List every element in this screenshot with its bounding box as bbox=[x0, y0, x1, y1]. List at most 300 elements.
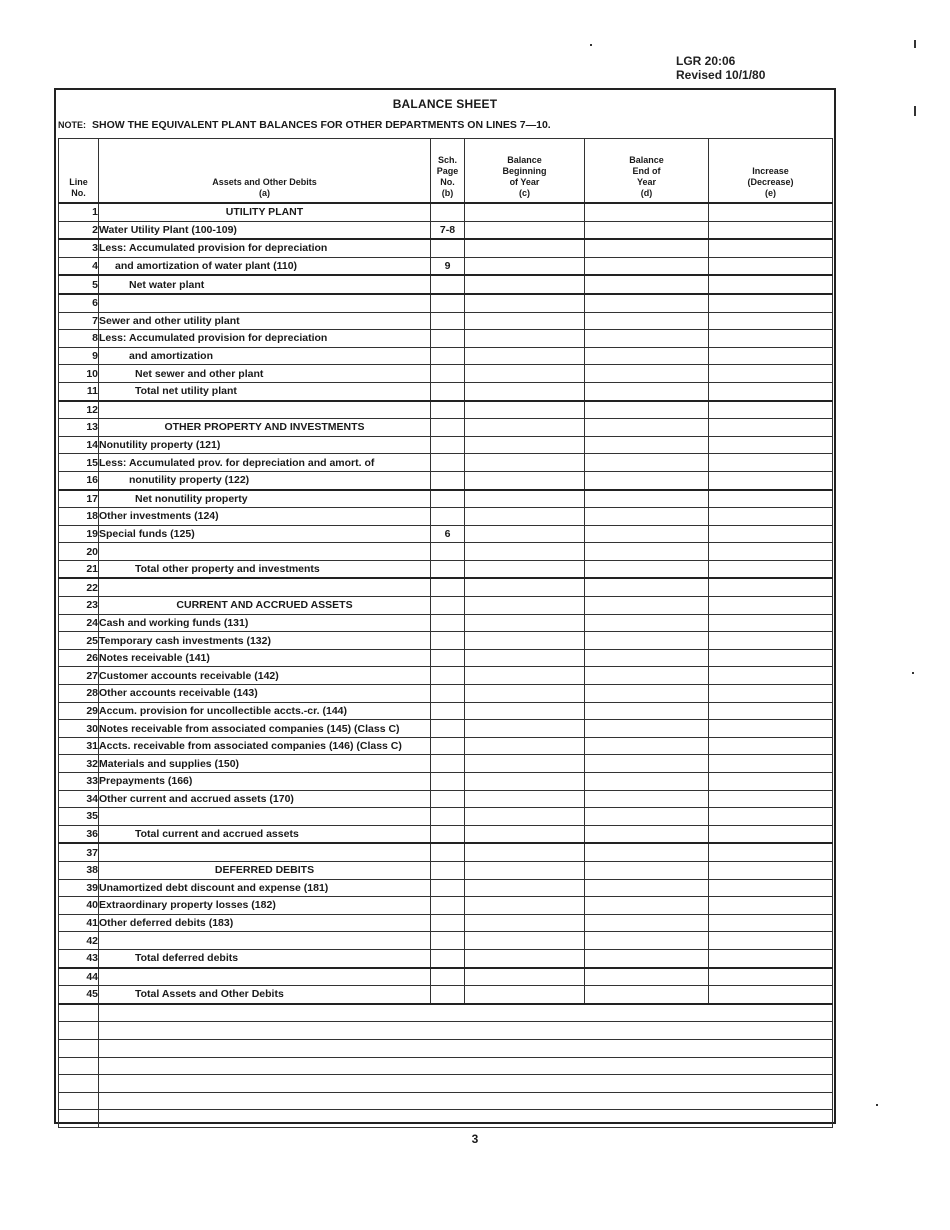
header-line: Balance bbox=[507, 155, 542, 165]
balance-beginning-cell[interactable] bbox=[465, 257, 585, 275]
balance-beginning-cell[interactable] bbox=[465, 932, 585, 950]
blank-line-number bbox=[59, 1110, 99, 1128]
schedule-page-cell bbox=[431, 239, 465, 257]
schedule-page-cell bbox=[431, 773, 465, 791]
table-row bbox=[59, 597, 833, 615]
blank-entry-line[interactable] bbox=[99, 1092, 833, 1110]
table-row bbox=[59, 932, 833, 950]
balance-beginning-cell[interactable] bbox=[465, 294, 585, 312]
increase-decrease-cell[interactable] bbox=[709, 508, 833, 526]
blank-line-number bbox=[59, 1039, 99, 1057]
increase-decrease-cell[interactable] bbox=[709, 737, 833, 755]
balance-end-cell[interactable] bbox=[585, 968, 709, 986]
balance-end-cell[interactable] bbox=[585, 471, 709, 489]
balance-end-cell[interactable] bbox=[585, 365, 709, 383]
line-number: 20 bbox=[59, 543, 99, 561]
header-line: Sch. bbox=[437, 155, 457, 165]
table-row bbox=[59, 490, 833, 508]
schedule-page-cell bbox=[431, 949, 465, 967]
row-description bbox=[99, 968, 431, 986]
balance-end-cell[interactable] bbox=[585, 755, 709, 773]
increase-decrease-cell[interactable] bbox=[709, 454, 833, 472]
row-description: Accts. receivable from associated companies (146) (Class C) bbox=[99, 737, 431, 755]
balance-beginning-cell[interactable] bbox=[465, 330, 585, 348]
increase-decrease-cell[interactable] bbox=[709, 720, 833, 738]
line-number: 28 bbox=[59, 685, 99, 703]
increase-decrease-cell[interactable] bbox=[709, 632, 833, 650]
line-number: 13 bbox=[59, 419, 99, 437]
line-number: 6 bbox=[59, 294, 99, 312]
schedule-page-cell bbox=[431, 986, 465, 1004]
row-description: Net water plant bbox=[99, 275, 431, 294]
schedule-page-cell bbox=[431, 508, 465, 526]
column-header-row bbox=[59, 139, 833, 204]
row-description: Materials and supplies (150) bbox=[99, 755, 431, 773]
balance-beginning-cell[interactable] bbox=[465, 560, 585, 578]
increase-decrease-cell[interactable] bbox=[709, 436, 833, 454]
increase-decrease-cell[interactable] bbox=[709, 525, 833, 543]
table-row bbox=[59, 914, 833, 932]
row-description: Net sewer and other plant bbox=[99, 365, 431, 383]
row-description: Total other property and investments bbox=[99, 560, 431, 578]
balance-beginning-cell[interactable] bbox=[465, 685, 585, 703]
table-row bbox=[59, 454, 833, 472]
increase-decrease-cell[interactable] bbox=[709, 257, 833, 275]
line-number: 45 bbox=[59, 986, 99, 1004]
increase-decrease-cell[interactable] bbox=[709, 578, 833, 596]
row-description: and amortization of water plant (110) bbox=[99, 257, 431, 275]
balance-beginning-cell[interactable] bbox=[465, 508, 585, 526]
balance-end-cell[interactable] bbox=[585, 257, 709, 275]
row-description bbox=[99, 808, 431, 826]
increase-decrease-cell[interactable] bbox=[709, 685, 833, 703]
row-description: nonutility property (122) bbox=[99, 471, 431, 489]
header-line: Year bbox=[636, 177, 657, 187]
note-label: NOTE: bbox=[58, 120, 86, 130]
blank-row bbox=[59, 1075, 833, 1093]
balance-beginning-cell[interactable] bbox=[465, 347, 585, 365]
row-description: Temporary cash investments (132) bbox=[99, 632, 431, 650]
increase-decrease-cell[interactable] bbox=[709, 294, 833, 312]
balance-end-cell[interactable] bbox=[585, 221, 709, 239]
blank-entry-line[interactable] bbox=[99, 1022, 833, 1040]
line-number: 44 bbox=[59, 968, 99, 986]
table-row bbox=[59, 861, 833, 879]
increase-decrease-cell[interactable] bbox=[709, 560, 833, 578]
increase-decrease-cell[interactable] bbox=[709, 471, 833, 489]
blank-line-number bbox=[59, 1004, 99, 1022]
balance-beginning-cell[interactable] bbox=[465, 720, 585, 738]
table-row bbox=[59, 525, 833, 543]
balance-end-cell[interactable] bbox=[585, 597, 709, 615]
balance-end-cell[interactable] bbox=[585, 897, 709, 915]
balance-beginning-cell[interactable] bbox=[465, 419, 585, 437]
balance-beginning-cell[interactable] bbox=[465, 525, 585, 543]
balance-end-cell[interactable] bbox=[585, 949, 709, 967]
row-description: Other deferred debits (183) bbox=[99, 914, 431, 932]
line-number: 12 bbox=[59, 401, 99, 419]
balance-beginning-cell[interactable] bbox=[465, 365, 585, 383]
increase-decrease-cell[interactable] bbox=[709, 702, 833, 720]
row-description: Sewer and other utility plant bbox=[99, 312, 431, 330]
schedule-page-cell bbox=[431, 790, 465, 808]
table-row bbox=[59, 419, 833, 437]
increase-decrease-cell[interactable] bbox=[709, 861, 833, 879]
schedule-page-cell bbox=[431, 914, 465, 932]
header-line: (e) bbox=[765, 188, 776, 198]
balance-end-cell[interactable] bbox=[585, 843, 709, 861]
balance-end-cell[interactable] bbox=[585, 986, 709, 1004]
schedule-page-cell bbox=[431, 347, 465, 365]
balance-beginning-cell[interactable] bbox=[465, 471, 585, 489]
row-description bbox=[99, 932, 431, 950]
increase-decrease-cell[interactable] bbox=[709, 773, 833, 791]
note-text: SHOW THE EQUIVALENT PLANT BALANCES FOR OTHER DEPARTMENTS ON LINES 7—10. bbox=[92, 119, 551, 131]
increase-decrease-cell[interactable] bbox=[709, 949, 833, 967]
blank-entry-line[interactable] bbox=[99, 1110, 833, 1128]
balance-end-cell[interactable] bbox=[585, 525, 709, 543]
blank-entry-line[interactable] bbox=[99, 1004, 833, 1022]
table-row bbox=[59, 685, 833, 703]
table-row bbox=[59, 773, 833, 791]
table-row bbox=[59, 347, 833, 365]
line-number: 31 bbox=[59, 737, 99, 755]
increase-decrease-cell[interactable] bbox=[709, 275, 833, 294]
line-number: 22 bbox=[59, 578, 99, 596]
row-description: DEFERRED DEBITS bbox=[99, 861, 431, 879]
header-line: No. bbox=[440, 177, 455, 187]
line-number: 18 bbox=[59, 508, 99, 526]
blank-line-number bbox=[59, 1022, 99, 1040]
row-description bbox=[99, 401, 431, 419]
increase-decrease-header bbox=[709, 139, 833, 204]
header-line: (a) bbox=[259, 188, 270, 198]
balance-sheet-table bbox=[58, 138, 833, 1128]
balance-beginning-cell[interactable] bbox=[465, 825, 585, 843]
balance-end-cell[interactable] bbox=[585, 312, 709, 330]
balance-end-cell[interactable] bbox=[585, 720, 709, 738]
increase-decrease-cell[interactable] bbox=[709, 825, 833, 843]
line-number: 11 bbox=[59, 382, 99, 400]
balance-beginning-cell[interactable] bbox=[465, 861, 585, 879]
balance-beginning-cell[interactable] bbox=[465, 275, 585, 294]
balance-beginning-cell[interactable] bbox=[465, 401, 585, 419]
balance-beginning-cell[interactable] bbox=[465, 968, 585, 986]
balance-beginning-cell[interactable] bbox=[465, 632, 585, 650]
increase-decrease-cell[interactable] bbox=[709, 239, 833, 257]
increase-decrease-cell[interactable] bbox=[709, 879, 833, 897]
balance-end-cell[interactable] bbox=[585, 773, 709, 791]
balance-beginning-cell[interactable] bbox=[465, 949, 585, 967]
line-number: 8 bbox=[59, 330, 99, 348]
row-description: Nonutility property (121) bbox=[99, 436, 431, 454]
schedule-page-cell bbox=[431, 720, 465, 738]
line-number: 3 bbox=[59, 239, 99, 257]
line-number: 27 bbox=[59, 667, 99, 685]
schedule-page-cell bbox=[431, 578, 465, 596]
row-description: Unamortized debt discount and expense (181) bbox=[99, 879, 431, 897]
schedule-page-cell bbox=[431, 614, 465, 632]
balance-end-cell[interactable] bbox=[585, 667, 709, 685]
balance-beginning-cell[interactable] bbox=[465, 914, 585, 932]
increase-decrease-cell[interactable] bbox=[709, 986, 833, 1004]
balance-end-cell[interactable] bbox=[585, 879, 709, 897]
balance-beginning-cell[interactable] bbox=[465, 543, 585, 561]
description-header bbox=[99, 139, 431, 204]
row-description: Customer accounts receivable (142) bbox=[99, 667, 431, 685]
header-line: of Year bbox=[509, 177, 540, 187]
row-description: CURRENT AND ACCRUED ASSETS bbox=[99, 597, 431, 615]
blank-entry-line[interactable] bbox=[99, 1039, 833, 1057]
table-row bbox=[59, 312, 833, 330]
header-line: Beginning bbox=[502, 166, 547, 176]
increase-decrease-cell[interactable] bbox=[709, 614, 833, 632]
balance-end-cell[interactable] bbox=[585, 436, 709, 454]
line-number: 40 bbox=[59, 897, 99, 915]
increase-decrease-cell[interactable] bbox=[709, 221, 833, 239]
balance-beginning-cell[interactable] bbox=[465, 649, 585, 667]
increase-decrease-cell[interactable] bbox=[709, 667, 833, 685]
row-description: OTHER PROPERTY AND INVESTMENTS bbox=[99, 419, 431, 437]
header-line: Balance bbox=[629, 155, 664, 165]
line-number: 21 bbox=[59, 560, 99, 578]
blank-row bbox=[59, 1057, 833, 1075]
balance-beginning-cell[interactable] bbox=[465, 897, 585, 915]
line-number: 43 bbox=[59, 949, 99, 967]
schedule-page-cell bbox=[431, 968, 465, 986]
row-description: Other investments (124) bbox=[99, 508, 431, 526]
schedule-page-cell bbox=[431, 490, 465, 508]
balance-beginning-cell[interactable] bbox=[465, 986, 585, 1004]
increase-decrease-cell[interactable] bbox=[709, 347, 833, 365]
row-description: Notes receivable from associated companies (145) (Class C) bbox=[99, 720, 431, 738]
balance-end-cell[interactable] bbox=[585, 508, 709, 526]
balance-end-cell[interactable] bbox=[585, 275, 709, 294]
table-row bbox=[59, 203, 833, 221]
balance-beginning-cell[interactable] bbox=[465, 808, 585, 826]
balance-end-cell[interactable] bbox=[585, 347, 709, 365]
line-number: 2 bbox=[59, 221, 99, 239]
line-number: 10 bbox=[59, 365, 99, 383]
form-identifier bbox=[676, 54, 765, 82]
schedule-page-cell bbox=[431, 560, 465, 578]
schedule-page-cell bbox=[431, 702, 465, 720]
balance-beginning-cell[interactable] bbox=[465, 755, 585, 773]
increase-decrease-cell[interactable] bbox=[709, 597, 833, 615]
increase-decrease-cell[interactable] bbox=[709, 843, 833, 861]
table-row bbox=[59, 614, 833, 632]
increase-decrease-cell[interactable] bbox=[709, 382, 833, 400]
table-row bbox=[59, 275, 833, 294]
blank-line-number bbox=[59, 1092, 99, 1110]
balance-end-cell[interactable] bbox=[585, 454, 709, 472]
balance-end-cell[interactable] bbox=[585, 790, 709, 808]
increase-decrease-cell[interactable] bbox=[709, 968, 833, 986]
balance-beginning-cell[interactable] bbox=[465, 843, 585, 861]
balance-end-cell[interactable] bbox=[585, 560, 709, 578]
line-number: 38 bbox=[59, 861, 99, 879]
table-row bbox=[59, 986, 833, 1004]
line-number: 35 bbox=[59, 808, 99, 826]
line-number: 25 bbox=[59, 632, 99, 650]
balance-end-cell[interactable] bbox=[585, 490, 709, 508]
line-number: 15 bbox=[59, 454, 99, 472]
row-description bbox=[99, 543, 431, 561]
increase-decrease-cell[interactable] bbox=[709, 490, 833, 508]
schedule-page-cell bbox=[431, 419, 465, 437]
schedule-page-cell bbox=[431, 825, 465, 843]
table-row bbox=[59, 560, 833, 578]
balance-end-cell[interactable] bbox=[585, 203, 709, 221]
table-row bbox=[59, 649, 833, 667]
balance-beginning-cell[interactable] bbox=[465, 773, 585, 791]
header-line: Increase bbox=[752, 166, 789, 176]
balance-end-cell[interactable] bbox=[585, 419, 709, 437]
line-number: 17 bbox=[59, 490, 99, 508]
row-description: Total current and accrued assets bbox=[99, 825, 431, 843]
table-row bbox=[59, 737, 833, 755]
increase-decrease-cell[interactable] bbox=[709, 401, 833, 419]
line-number: 36 bbox=[59, 825, 99, 843]
balance-end-cell[interactable] bbox=[585, 737, 709, 755]
row-description: and amortization bbox=[99, 347, 431, 365]
row-description: Less: Accumulated provision for depreciation bbox=[99, 239, 431, 257]
balance-beginning-cell[interactable] bbox=[465, 614, 585, 632]
table-row bbox=[59, 543, 833, 561]
schedule-page-cell bbox=[431, 203, 465, 221]
row-description: Accum. provision for uncollectible accts.-cr. (144) bbox=[99, 702, 431, 720]
balance-beginning-cell[interactable] bbox=[465, 490, 585, 508]
balance-end-cell[interactable] bbox=[585, 239, 709, 257]
balance-end-cell[interactable] bbox=[585, 808, 709, 826]
increase-decrease-cell[interactable] bbox=[709, 755, 833, 773]
blank-row bbox=[59, 1022, 833, 1040]
balance-end-cell[interactable] bbox=[585, 294, 709, 312]
line-number: 37 bbox=[59, 843, 99, 861]
schedule-page-cell bbox=[431, 649, 465, 667]
increase-decrease-cell[interactable] bbox=[709, 419, 833, 437]
balance-end-cell[interactable] bbox=[585, 914, 709, 932]
balance-end-cell[interactable] bbox=[585, 330, 709, 348]
line-number: 7 bbox=[59, 312, 99, 330]
line-number: 26 bbox=[59, 649, 99, 667]
increase-decrease-cell[interactable] bbox=[709, 330, 833, 348]
increase-decrease-cell[interactable] bbox=[709, 790, 833, 808]
increase-decrease-cell[interactable] bbox=[709, 312, 833, 330]
row-description: Net nonutility property bbox=[99, 490, 431, 508]
table-row bbox=[59, 401, 833, 419]
balance-beginning-cell[interactable] bbox=[465, 597, 585, 615]
schedule-page-cell bbox=[431, 312, 465, 330]
table-row bbox=[59, 755, 833, 773]
balance-beginning-cell[interactable] bbox=[465, 221, 585, 239]
table-row bbox=[59, 808, 833, 826]
balance-end-cell[interactable] bbox=[585, 632, 709, 650]
increase-decrease-cell[interactable] bbox=[709, 365, 833, 383]
table-row bbox=[59, 436, 833, 454]
table-row bbox=[59, 257, 833, 275]
balance-beginning-cell[interactable] bbox=[465, 879, 585, 897]
line-no-header bbox=[59, 139, 99, 204]
form-code: LGR 20:06 bbox=[676, 54, 736, 68]
balance-end-cell[interactable] bbox=[585, 578, 709, 596]
balance-beginning-cell[interactable] bbox=[465, 203, 585, 221]
balance-beginning-cell[interactable] bbox=[465, 312, 585, 330]
balance-end-cell[interactable] bbox=[585, 649, 709, 667]
balance-end-cell[interactable] bbox=[585, 543, 709, 561]
table-row bbox=[59, 825, 833, 843]
balance-beginning-cell[interactable] bbox=[465, 436, 585, 454]
balance-end-cell[interactable] bbox=[585, 702, 709, 720]
line-number: 33 bbox=[59, 773, 99, 791]
blank-line-number bbox=[59, 1057, 99, 1075]
increase-decrease-cell[interactable] bbox=[709, 897, 833, 915]
table-row bbox=[59, 949, 833, 967]
balance-end-cell[interactable] bbox=[585, 932, 709, 950]
schedule-page-cell bbox=[431, 932, 465, 950]
balance-end-cell[interactable] bbox=[585, 382, 709, 400]
row-description: Water Utility Plant (100-109) bbox=[99, 221, 431, 239]
table-row bbox=[59, 221, 833, 239]
balance-beginning-cell[interactable] bbox=[465, 702, 585, 720]
increase-decrease-cell[interactable] bbox=[709, 543, 833, 561]
table-row bbox=[59, 294, 833, 312]
increase-decrease-cell[interactable] bbox=[709, 932, 833, 950]
blank-entry-line[interactable] bbox=[99, 1057, 833, 1075]
schedule-page-cell bbox=[431, 330, 465, 348]
increase-decrease-cell[interactable] bbox=[709, 914, 833, 932]
schedule-page-cell bbox=[431, 275, 465, 294]
balance-beginning-cell[interactable] bbox=[465, 454, 585, 472]
balance-beginning-cell[interactable] bbox=[465, 737, 585, 755]
page-number: 3 bbox=[471, 1132, 479, 1146]
balance-end-cell[interactable] bbox=[585, 861, 709, 879]
schedule-page-cell bbox=[431, 897, 465, 915]
balance-beginning-cell[interactable] bbox=[465, 790, 585, 808]
table-row bbox=[59, 578, 833, 596]
blank-entry-line[interactable] bbox=[99, 1075, 833, 1093]
balance-end-cell[interactable] bbox=[585, 401, 709, 419]
balance-end-cell[interactable] bbox=[585, 685, 709, 703]
row-description: Prepayments (166) bbox=[99, 773, 431, 791]
increase-decrease-cell[interactable] bbox=[709, 808, 833, 826]
line-number: 30 bbox=[59, 720, 99, 738]
row-description: Notes receivable (141) bbox=[99, 649, 431, 667]
line-number: 19 bbox=[59, 525, 99, 543]
schedule-page-cell bbox=[431, 454, 465, 472]
table-row bbox=[59, 790, 833, 808]
table-row bbox=[59, 720, 833, 738]
header-line: (d) bbox=[640, 188, 653, 198]
increase-decrease-cell[interactable] bbox=[709, 649, 833, 667]
schedule-page-cell bbox=[431, 737, 465, 755]
increase-decrease-cell[interactable] bbox=[709, 203, 833, 221]
balance-beginning-header bbox=[465, 139, 585, 204]
balance-beginning-cell[interactable] bbox=[465, 382, 585, 400]
table-row bbox=[59, 382, 833, 400]
table-row bbox=[59, 667, 833, 685]
balance-beginning-cell[interactable] bbox=[465, 239, 585, 257]
scan-speck bbox=[914, 40, 916, 48]
balance-end-cell[interactable] bbox=[585, 825, 709, 843]
balance-beginning-cell[interactable] bbox=[465, 667, 585, 685]
schedule-page-cell bbox=[431, 382, 465, 400]
row-description: Other current and accrued assets (170) bbox=[99, 790, 431, 808]
balance-end-cell[interactable] bbox=[585, 614, 709, 632]
table-row bbox=[59, 843, 833, 861]
balance-beginning-cell[interactable] bbox=[465, 578, 585, 596]
balance-sheet-form bbox=[54, 88, 836, 1124]
